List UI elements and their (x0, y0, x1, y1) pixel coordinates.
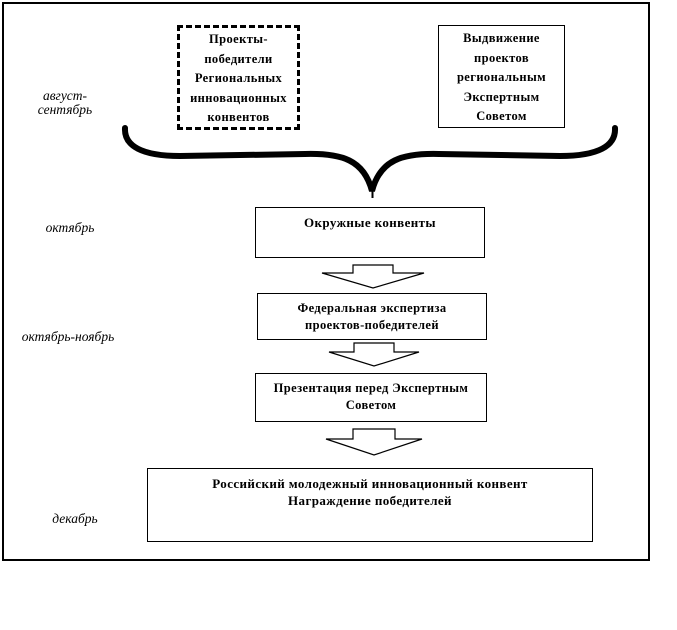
box-text-line: конвентов (207, 110, 270, 124)
brace-shape (125, 128, 615, 191)
box-text-line: Российский молодежный инновационный конвент (212, 476, 528, 491)
timeline-label-line: октябрь (45, 220, 95, 235)
box-text-line: Презентация перед Экспертным (273, 381, 469, 395)
box-text-line: Окружные конвенты (303, 215, 436, 230)
box-text-line: региональным (456, 70, 547, 84)
box-text-line: Экспертным (463, 89, 540, 104)
box-text-line: Региональных (194, 71, 283, 85)
box-text-line: Советом (476, 109, 527, 123)
timeline-label-line: октябрь-ноябрь (21, 329, 115, 344)
down-arrow-icon (326, 429, 422, 455)
box-text-line: проектов (473, 50, 530, 65)
timeline-label-line: декабрь (52, 511, 98, 526)
box-text-line: Советом (345, 398, 397, 412)
timeline-label-line: август- (42, 88, 88, 103)
box-text-line: проектов-победителей (305, 318, 439, 332)
timeline-label-line: сентябрь (37, 102, 93, 117)
box-text-line: Проекты- (209, 32, 268, 46)
box-text-line: Награждение победителей (288, 493, 452, 508)
box-text-line: инновационных (190, 90, 287, 105)
down-arrow-icon (329, 343, 419, 366)
box-text-line: Федеральная экспертиза (297, 301, 447, 315)
down-arrow-icon (322, 265, 424, 288)
box-text-line: победители (204, 51, 273, 66)
box-text-line: Выдвижение (463, 31, 540, 45)
